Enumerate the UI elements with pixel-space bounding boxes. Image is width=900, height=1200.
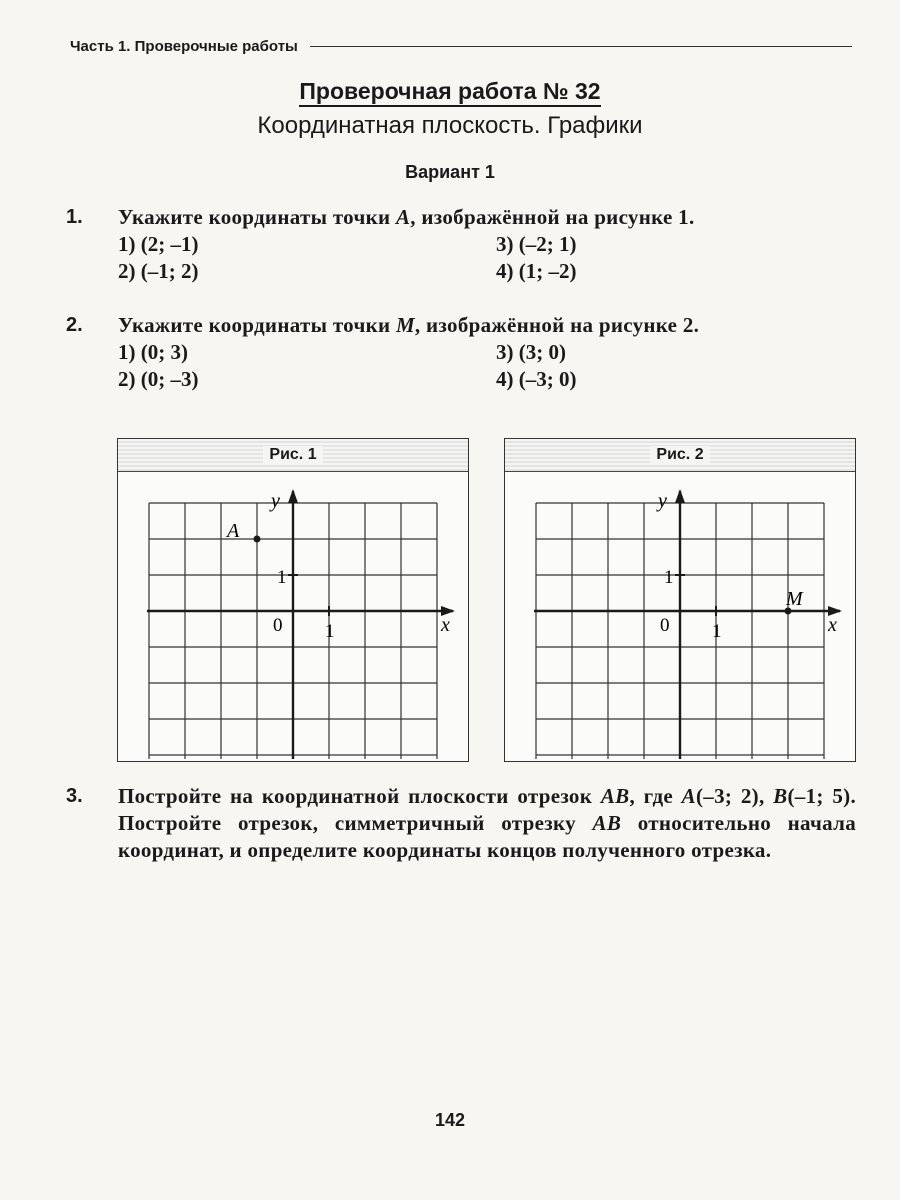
task-text-part: , где <box>629 784 682 808</box>
task-1 <box>66 204 856 285</box>
point-label: M <box>786 588 803 610</box>
running-header <box>70 38 852 55</box>
y-axis-label: y <box>658 490 667 512</box>
origin-label: 0 <box>273 615 283 636</box>
answer-option[interactable]: 3) (–2; 1) <box>496 232 577 256</box>
y-unit-label: 1 <box>277 567 287 588</box>
answer-options <box>118 231 856 285</box>
figure-caption-bar <box>118 439 468 472</box>
origin-label: 0 <box>660 615 670 636</box>
task-number: 2. <box>66 314 83 336</box>
point-variable: B <box>773 784 788 808</box>
coordinate-plane-1 <box>118 473 468 759</box>
task-text <box>118 204 856 231</box>
figure-caption: Рис. 1 <box>263 446 322 463</box>
task-text-part: (–3; 2), <box>695 784 774 808</box>
task-number: 3. <box>66 785 83 807</box>
task-2 <box>66 312 856 393</box>
task-text-part: (–1; 5). Постройте отрезок, симметричный отрезку <box>118 784 856 835</box>
task-number: 1. <box>66 206 83 228</box>
y-axis-arrow <box>675 489 685 503</box>
answer-option[interactable]: 4) (1; –2) <box>496 259 577 283</box>
point-label: A <box>227 520 240 542</box>
point-variable: M <box>395 313 415 337</box>
section-title: Часть 1. Проверочные работы <box>70 38 298 55</box>
x-unit-label: 1 <box>712 621 722 642</box>
figure-1 <box>117 438 469 762</box>
answer-option[interactable]: 2) (–1; 2) <box>118 259 199 283</box>
answer-option[interactable]: 1) (2; –1) <box>118 232 199 256</box>
answer-option[interactable]: 4) (–3; 0) <box>496 367 577 391</box>
task-text-part: Укажите координаты точки <box>118 205 396 229</box>
worksheet-title <box>0 78 900 105</box>
task-text <box>118 783 856 864</box>
title-text: Проверочная работа № 32 <box>299 78 600 107</box>
x-axis-label: x <box>828 614 837 636</box>
figure-2 <box>504 438 856 762</box>
point-variable: A <box>681 784 696 808</box>
answer-option[interactable]: 2) (0; –3) <box>118 367 199 391</box>
segment-variable: AB <box>600 784 630 808</box>
page-number: 142 <box>434 1110 466 1130</box>
point-variable: A <box>395 205 411 229</box>
task-text-part: , изображённой на рисунке 2. <box>414 313 700 337</box>
task-text-part: Укажите координаты точки <box>118 313 396 337</box>
worksheet-subtitle: Координатная плоскость. Графики <box>257 112 643 139</box>
answer-option[interactable]: 3) (3; 0) <box>496 340 566 364</box>
header-rule <box>310 46 852 47</box>
y-axis-label: y <box>271 490 280 512</box>
point-marker <box>254 536 261 543</box>
task-3 <box>66 783 856 864</box>
answer-option[interactable]: 1) (0; 3) <box>118 340 188 364</box>
coordinate-plane-2 <box>505 473 855 759</box>
figure-caption: Рис. 2 <box>650 446 709 463</box>
task-text <box>118 312 856 339</box>
segment-variable: AB <box>592 811 622 835</box>
answer-options <box>118 339 856 393</box>
task-text-part: , изображённой на рисунке 1. <box>410 205 695 229</box>
x-unit-label: 1 <box>325 621 335 642</box>
y-axis-arrow <box>288 489 298 503</box>
task-text-part: Постройте на координатной плоскости отрезок <box>118 784 601 808</box>
y-unit-label: 1 <box>664 567 674 588</box>
variant-label: Вариант 1 <box>405 162 495 182</box>
figure-caption-bar <box>505 439 855 472</box>
x-axis-label: x <box>441 614 450 636</box>
task-text-part: относительно начала координат, и определите координаты концов полученного отрезка. <box>118 811 857 862</box>
